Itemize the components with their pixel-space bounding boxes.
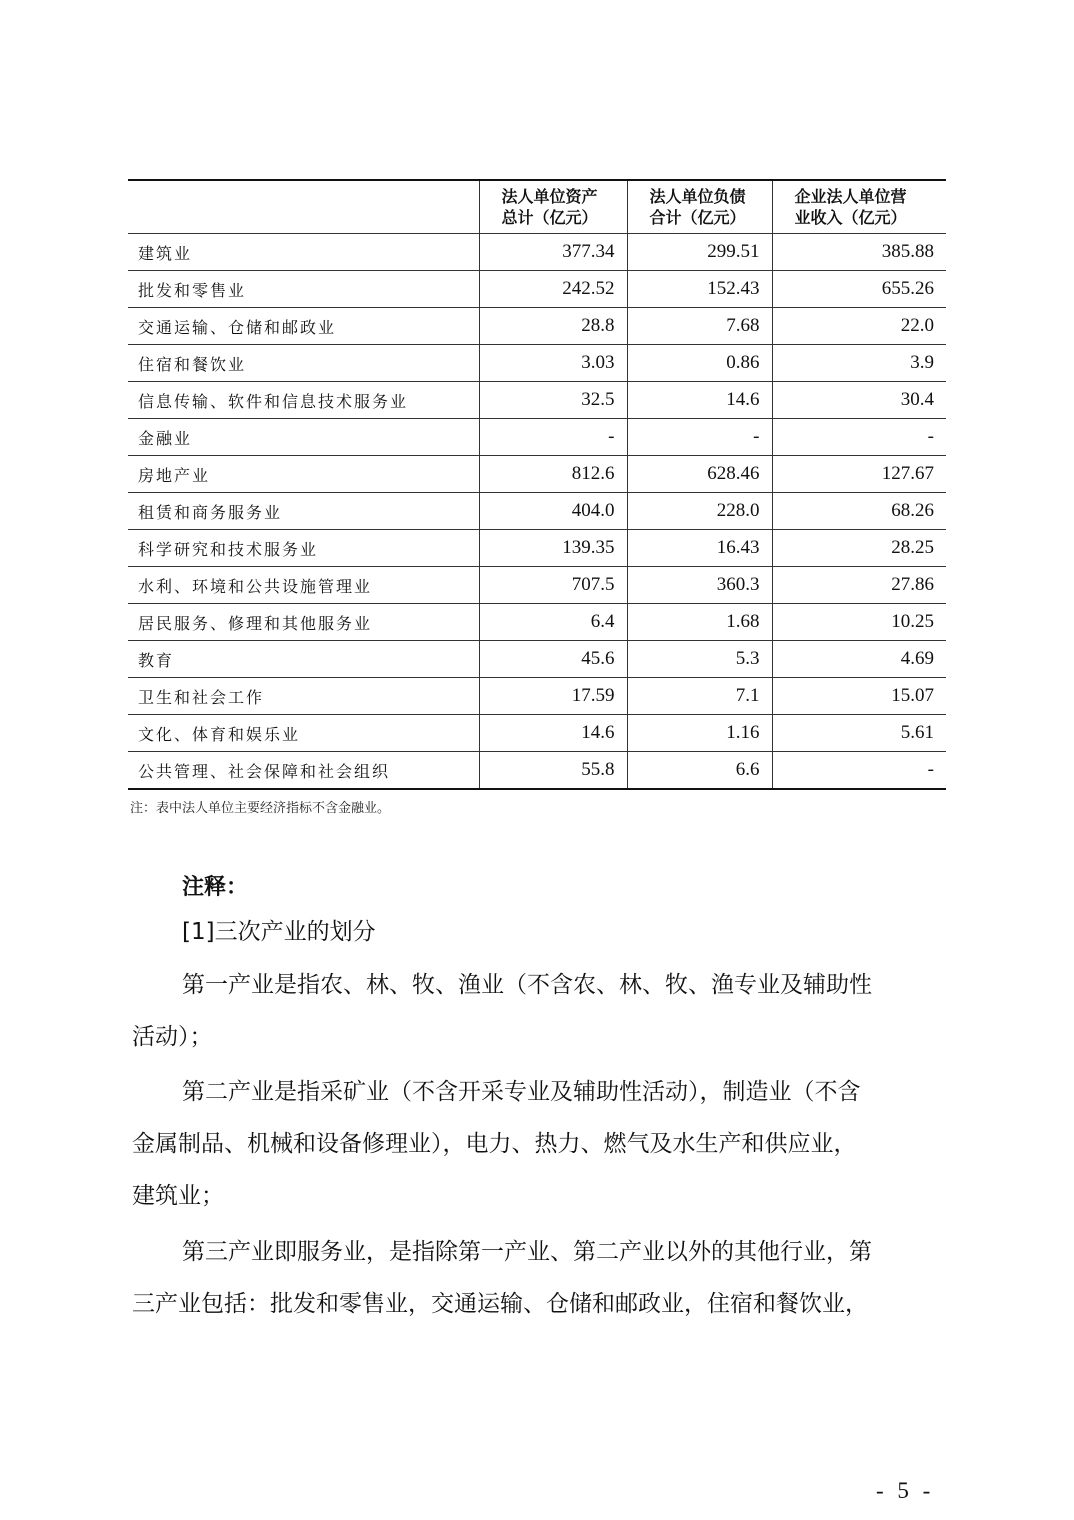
notes-heading: [1]三次产业的划分 <box>182 919 376 945</box>
revenue-value: 4.69 <box>772 641 946 678</box>
liabilities-value: 152.43 <box>627 271 772 308</box>
table-row <box>128 456 946 493</box>
table-row <box>128 271 946 308</box>
assets-value: 17.59 <box>479 678 627 715</box>
table-header-row <box>128 180 946 234</box>
liabilities-value: 299.51 <box>627 234 772 271</box>
table-row <box>128 641 946 678</box>
revenue-value: 27.86 <box>772 567 946 604</box>
table-row <box>128 419 946 456</box>
table-row <box>128 678 946 715</box>
assets-value: 377.34 <box>479 234 627 271</box>
assets-value: 242.52 <box>479 271 627 308</box>
assets-value: 55.8 <box>479 752 627 790</box>
industry-name: 教育 <box>128 641 479 678</box>
table-row <box>128 604 946 641</box>
liabilities-value: 0.86 <box>627 345 772 382</box>
assets-value: 139.35 <box>479 530 627 567</box>
notes-title: 注释： <box>182 875 249 900</box>
page-number: - 5 - <box>876 1478 935 1503</box>
assets-value: 812.6 <box>479 456 627 493</box>
industry-name: 文化、体育和娱乐业 <box>128 715 479 752</box>
liabilities-value: 6.6 <box>627 752 772 790</box>
revenue-value: 30.4 <box>772 382 946 419</box>
revenue-value: 655.26 <box>772 271 946 308</box>
assets-value: 6.4 <box>479 604 627 641</box>
header-total-liabilities: 法人单位负债 合计（亿元） <box>627 180 772 234</box>
industry-name: 科学研究和技术服务业 <box>128 530 479 567</box>
assets-value: 707.5 <box>479 567 627 604</box>
industry-statistics-table <box>128 179 946 790</box>
liabilities-value: 1.68 <box>627 604 772 641</box>
liabilities-value: 5.3 <box>627 641 772 678</box>
revenue-value: 28.25 <box>772 530 946 567</box>
liabilities-value: 228.0 <box>627 493 772 530</box>
industry-name: 卫生和社会工作 <box>128 678 479 715</box>
header-total-assets: 法人单位资产 总计（亿元） <box>479 180 627 234</box>
table-row <box>128 234 946 271</box>
liabilities-value: - <box>627 419 772 456</box>
liabilities-value: 1.16 <box>627 715 772 752</box>
revenue-value: 68.26 <box>772 493 946 530</box>
assets-value: 404.0 <box>479 493 627 530</box>
liabilities-value: 16.43 <box>627 530 772 567</box>
tertiary-industry-paragraph: 第三产业即服务业，是指除第一产业、第二产业以外的其他行业，第 三产业包括：批发和零售业，交通运输、仓储和邮政业，住宿和餐饮业， <box>132 1239 872 1317</box>
table-row <box>128 752 946 790</box>
assets-value: 32.5 <box>479 382 627 419</box>
revenue-value: 15.07 <box>772 678 946 715</box>
revenue-value: - <box>772 752 946 790</box>
industry-name: 金融业 <box>128 419 479 456</box>
industry-name: 居民服务、修理和其他服务业 <box>128 604 479 641</box>
industry-name: 住宿和餐饮业 <box>128 345 479 382</box>
industry-name: 建筑业 <box>128 234 479 271</box>
revenue-value: 22.0 <box>772 308 946 345</box>
revenue-value: 127.67 <box>772 456 946 493</box>
revenue-value: - <box>772 419 946 456</box>
primary-industry-paragraph: 第一产业是指农、林、牧、渔业（不含农、林、牧、渔专业及辅助性 活动）； <box>132 972 872 1050</box>
table-row <box>128 567 946 604</box>
industry-name: 租赁和商务服务业 <box>128 493 479 530</box>
header-operating-revenue: 企业法人单位营 业收入（亿元） <box>772 180 946 234</box>
industry-name: 交通运输、仓储和邮政业 <box>128 308 479 345</box>
table-row <box>128 308 946 345</box>
assets-value: 28.8 <box>479 308 627 345</box>
revenue-value: 3.9 <box>772 345 946 382</box>
table-row <box>128 715 946 752</box>
liabilities-value: 14.6 <box>627 382 772 419</box>
table-row <box>128 382 946 419</box>
table-row <box>128 530 946 567</box>
assets-value: - <box>479 419 627 456</box>
table-footnote: 注：表中法人单位主要经济指标不含金融业。 <box>130 801 391 816</box>
liabilities-value: 360.3 <box>627 567 772 604</box>
industry-name: 水利、环境和公共设施管理业 <box>128 567 479 604</box>
revenue-value: 385.88 <box>772 234 946 271</box>
liabilities-value: 7.68 <box>627 308 772 345</box>
industry-name: 公共管理、社会保障和社会组织 <box>128 752 479 790</box>
table-row <box>128 493 946 530</box>
assets-value: 45.6 <box>479 641 627 678</box>
industry-name: 信息传输、软件和信息技术服务业 <box>128 382 479 419</box>
industry-name: 房地产业 <box>128 456 479 493</box>
header-industry <box>128 180 479 234</box>
liabilities-value: 628.46 <box>627 456 772 493</box>
table-row <box>128 345 946 382</box>
secondary-industry-paragraph: 第二产业是指采矿业（不含开采专业及辅助性活动），制造业（不含 金属制品、机械和设备修理业），电力、热力、燃气及水生产和供应业， 建筑业； <box>132 1079 861 1209</box>
revenue-value: 10.25 <box>772 604 946 641</box>
revenue-value: 5.61 <box>772 715 946 752</box>
industry-name: 批发和零售业 <box>128 271 479 308</box>
liabilities-value: 7.1 <box>627 678 772 715</box>
assets-value: 14.6 <box>479 715 627 752</box>
assets-value: 3.03 <box>479 345 627 382</box>
